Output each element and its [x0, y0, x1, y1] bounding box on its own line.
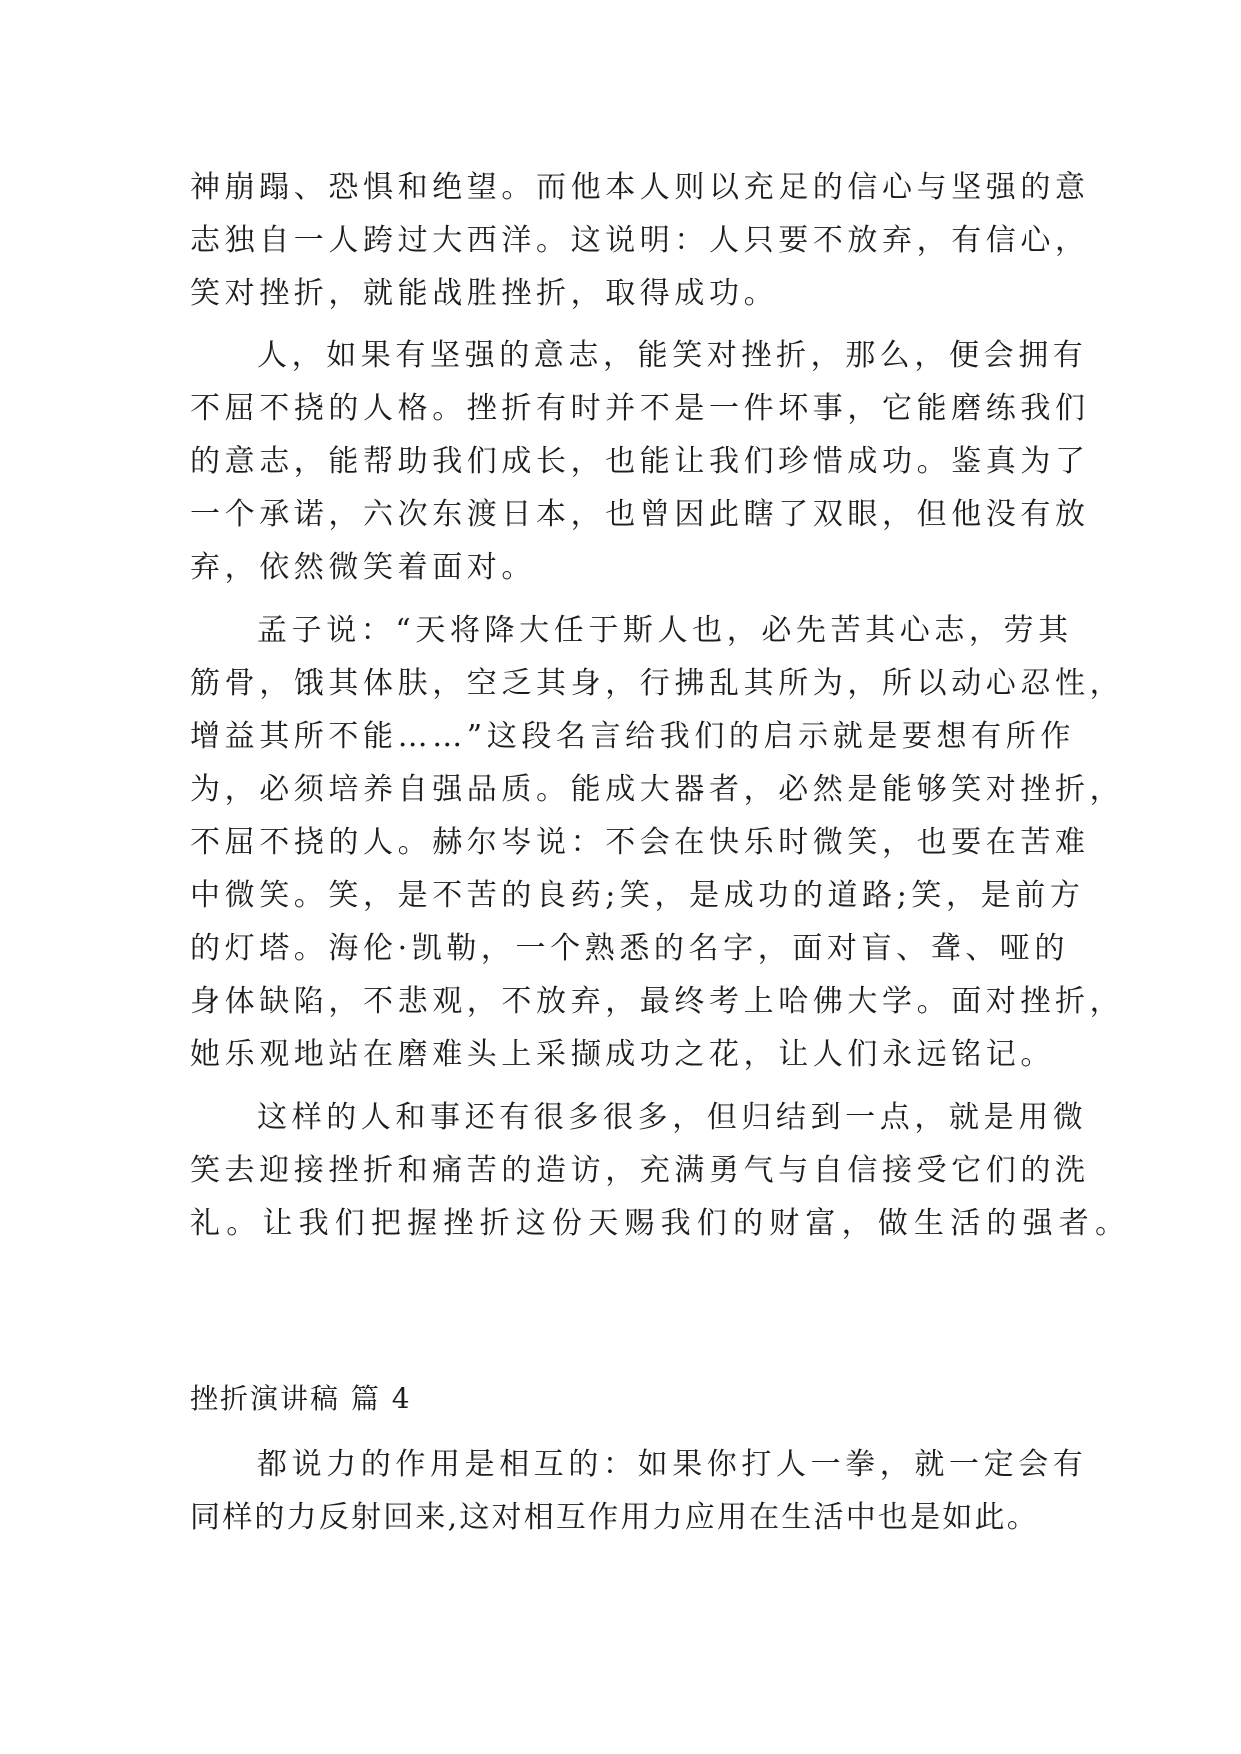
- paragraph-line: 身体缺陷，不悲观，不放弃，最终考上哈佛大学。面对挫折，: [190, 984, 1125, 1019]
- paragraph-line: 的灯塔。海伦·凯勒，一个熟悉的名字，面对盲、聋、哑的: [190, 931, 1070, 966]
- paragraph-line: 礼。让我们把握挫折这份天赐我们的财富，做生活的强者。: [190, 1206, 1132, 1241]
- paragraph-line: 这样的人和事还有很多很多，但归结到一点，就是用微: [257, 1100, 1088, 1135]
- paragraph-line: 神崩蹋、恐惧和绝望。而他本人则以充足的信心与坚强的意: [190, 170, 1090, 205]
- paragraph-line: 孟子说：“天将降大任于斯人也，必先苦其心志，劳其: [257, 613, 1073, 648]
- paragraph-line: 都说力的作用是相互的：如果你打人一拳，就一定会有: [257, 1447, 1088, 1482]
- paragraph-line: 一个承诺，六次东渡日本，也曾因此瞎了双眼，但他没有放: [190, 497, 1090, 532]
- paragraph-line: 志独自一人跨过大西洋。这说明：人只要不放弃，有信心，: [190, 223, 1090, 258]
- paragraph-line: 同样的力反射回来,这对相互作用力应用在生活中也是如此。: [190, 1500, 1039, 1535]
- paragraph-line: 不屈不挠的人。赫尔岑说：不会在快乐时微笑，也要在苦难: [190, 825, 1090, 860]
- paragraph-line: 人，如果有坚强的意志，能笑对挫折，那么，便会拥有: [257, 338, 1088, 373]
- paragraph-line: 笑去迎接挫折和痛苦的造访，充满勇气与自信接受它们的洗: [190, 1153, 1090, 1188]
- paragraph-line: 增益其所不能……”这段名言给我们的启示就是要想有所作: [190, 719, 1075, 754]
- paragraph-line: 她乐观地站在磨难头上采撷成功之花，让人们永远铭记。: [190, 1037, 1055, 1072]
- paragraph-line: 弃，依然微笑着面对。: [190, 550, 536, 585]
- paragraph-line: 笑对挫折，就能战胜挫折，取得成功。: [190, 276, 779, 311]
- section-heading: 挫折演讲稿 篇 4: [190, 1382, 412, 1415]
- paragraph-line: 为，必须培养自强品质。能成大器者，必然是能够笑对挫折，: [190, 772, 1125, 807]
- paragraph-line: 筋骨，饿其体肤，空乏其身，行拂乱其所为，所以动心忍性，: [190, 666, 1125, 701]
- paragraph-line: 的意志，能帮助我们成长，也能让我们珍惜成功。鉴真为了: [190, 444, 1090, 479]
- paragraph-line: 中微笑。笑，是不苦的良药;笑，是成功的道路;笑，是前方: [190, 878, 1085, 913]
- paragraph-line: 不屈不挠的人格。挫折有时并不是一件坏事，它能磨练我们: [190, 391, 1090, 426]
